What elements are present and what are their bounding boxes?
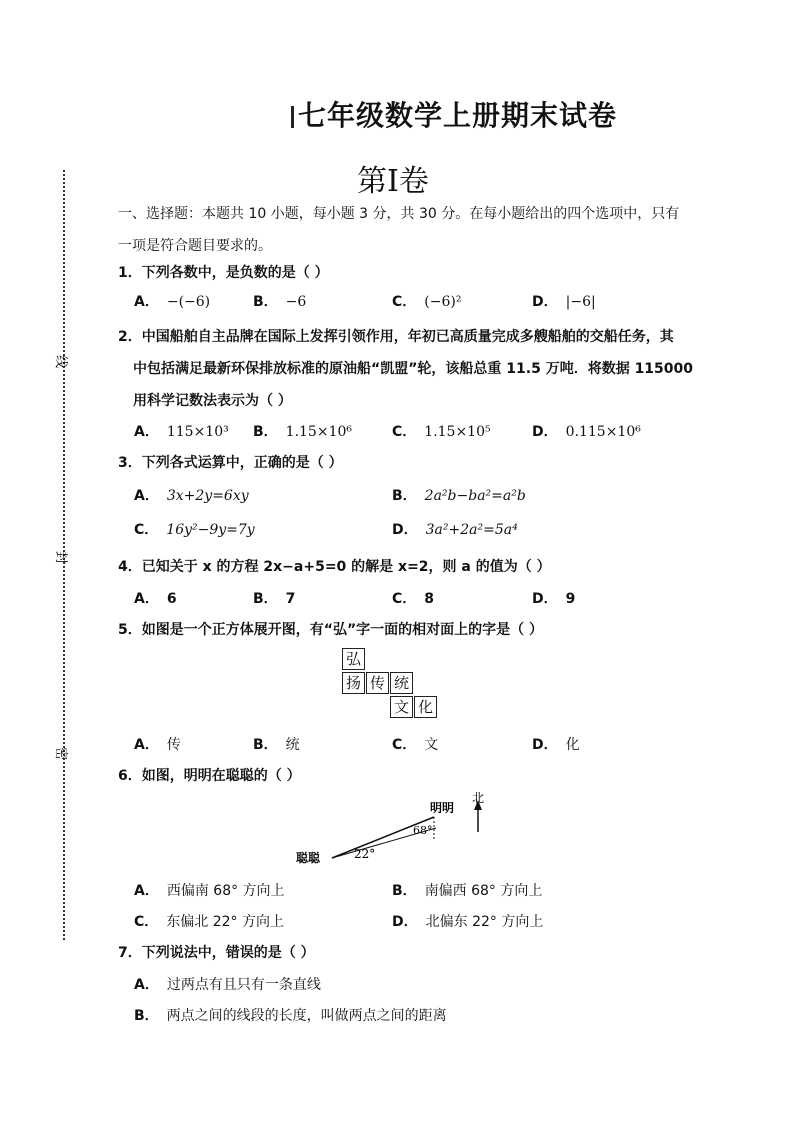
option-text: 1.15×10⁵ [424,424,491,440]
question-5-option-c [392,734,438,754]
option-text: 化 [565,737,580,753]
option-label: D． [532,591,558,607]
mingming-label: 明明 [430,801,455,815]
option-label: C． [392,591,417,607]
binding-char-mi: 密 [53,746,69,761]
option-label: A． [134,424,159,440]
section-heading-line2: 一项是符合题目要求的。 [118,238,272,254]
option-text: 统 [285,737,300,753]
question-7-stem: 7．下列说法中，错误的是（ ） [118,945,315,961]
option-label: B． [253,294,278,310]
option-text: 7 [285,591,296,607]
option-label: B． [253,424,278,440]
option-label: C． [392,294,417,310]
option-label: A． [134,883,159,899]
question-6-option-a [134,880,285,900]
option-label: B． [253,737,278,753]
question-4-option-a [134,588,177,608]
option-label: D． [532,294,558,310]
question-2-line1: 2．中国船舶自主品牌在国际上发挥引领作用，年初已高质量完成多艘船舶的交船任务，其 [118,329,674,345]
north-label: 北 [472,791,485,805]
option-label: A． [134,977,159,993]
option-label: A． [134,488,159,504]
question-4-option-b [253,588,295,608]
question-2-line2: 中包括满足最新环保排放标准的原油船“凯盟”轮，该船总重 11.5 万吨．将数据 115000 [133,361,694,377]
option-text: 过两点有且只有一条直线 [166,977,321,993]
option-label: D． [392,522,418,538]
question-1-option-c [392,291,461,311]
congcong-label: 聪聪 [296,851,321,865]
option-label: A． [134,591,159,607]
option-label: D． [392,914,418,930]
net-cell-hua: 化 [414,696,437,718]
option-text: (−6)² [424,294,462,310]
question-7-option-b [134,1005,447,1025]
option-text: 东偏北 22° 方向上 [166,914,284,930]
question-6-option-b [392,880,542,900]
question-4-option-c [392,588,434,608]
question-2-option-b [253,421,352,441]
question-3-option-b [392,485,526,505]
option-text: 2a²b−ba²=a²b [424,488,526,504]
option-label: C． [392,737,417,753]
option-text: 115×10³ [166,424,229,440]
question-6-option-d [392,911,543,931]
question-3-option-a [134,485,249,505]
net-cell-tong: 统 [390,672,413,694]
option-label: D． [532,737,558,753]
option-text: 两点之间的线段的长度，叫做两点之间的距离 [166,1008,447,1024]
option-text: 南偏西 68° 方向上 [424,883,543,899]
question-3-option-d [392,519,518,539]
direction-figure [296,790,506,870]
cube-net-figure [342,648,442,720]
net-cell-wen: 文 [390,696,413,718]
question-2-option-c [392,421,491,441]
option-label: A． [134,737,159,753]
net-cell-hong: 弘 [342,648,365,670]
question-2-option-a [134,421,229,441]
option-label: B． [134,1008,159,1024]
net-cell-yang: 扬 [342,672,365,694]
question-2-line3: 用科学记数法表示为（ ） [133,393,292,409]
question-5-option-b [253,734,300,754]
option-text: 3a²+2a²=5a⁴ [425,522,518,538]
section-heading-line1: 一、选择题：本题共 10 小题，每小题 3 分，共 30 分。在每小题给出的四个选项中，只有 [118,206,680,222]
question-5-stem: 5．如图是一个正方体展开图，有“弘”字一面的相对面上的字是（ ） [118,622,544,638]
option-text: 9 [565,591,576,607]
question-6-option-c [134,911,284,931]
angle-22-label: 22° [354,847,376,861]
option-text: 传 [166,737,181,753]
option-text: 北偏东 22° 方向上 [425,914,544,930]
question-1-option-b [253,291,306,311]
option-text: 1.15×10⁶ [285,424,353,440]
question-2-option-d [532,421,641,441]
option-text: 3x+2y=6xy [166,488,249,504]
title-mark [291,106,294,128]
option-text: |−6| [565,294,596,310]
option-label: D． [532,424,558,440]
question-5-option-d [532,734,580,754]
option-label: A． [134,294,159,310]
option-label: B． [392,883,417,899]
option-text: −6 [285,294,307,310]
option-text: −(−6) [166,294,211,310]
question-3-option-c [134,519,255,539]
question-4-stem: 4．已知关于 x 的方程 2x−a+5=0 的解是 x=2，则 a 的值为（ ） [118,559,551,575]
option-text: 16y²−9y=7y [166,522,255,538]
option-label: C． [134,522,159,538]
question-4-option-d [532,588,575,608]
angle-68-label: 68° [413,824,433,837]
option-label: B． [253,591,278,607]
option-text: 西偏南 68° 方向上 [166,883,285,899]
question-1-option-d [532,291,596,311]
question-1-option-a [134,291,210,311]
question-6-stem: 6．如图，明明在聪聪的（ ） [118,768,301,784]
question-3-stem: 3．下列各式运算中，正确的是（ ） [118,455,343,471]
binding-char-feng: 封 [53,550,69,565]
page-title: 七年级数学上册期末试卷 [298,99,618,132]
option-label: C． [134,914,159,930]
option-text: 6 [166,591,177,607]
option-text: 8 [424,591,435,607]
binding-char-xian: 线 [53,354,69,369]
option-label: C． [392,424,417,440]
option-label: B． [392,488,417,504]
question-7-option-a [134,974,321,994]
question-5-option-a [134,734,181,754]
question-1-stem: 1．下列各数中，是负数的是（ ） [118,265,329,281]
option-text: 0.115×10⁶ [565,424,641,440]
option-text: 文 [424,737,439,753]
page-subtitle: 第Ⅰ卷 [357,164,429,199]
net-cell-chuan: 传 [366,672,389,694]
